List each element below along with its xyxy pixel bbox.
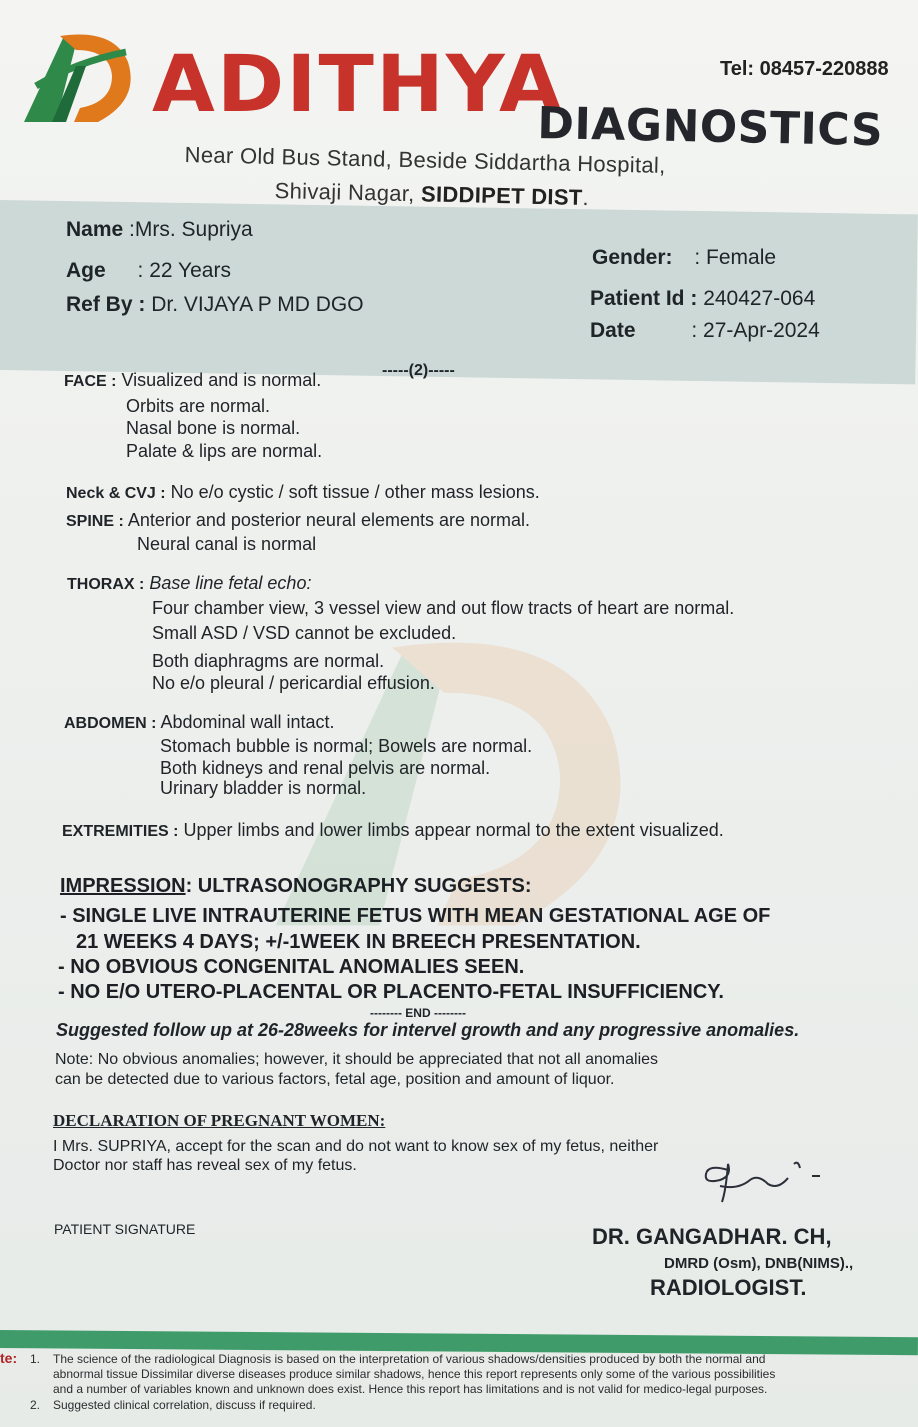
abdomen-section bbox=[64, 712, 335, 733]
declaration-line-2: Doctor nor staff has reveal sex of my fetus. bbox=[53, 1157, 357, 1174]
extremities-text: Upper limbs and lower limbs appear normal to the extent visualized. bbox=[183, 820, 724, 840]
doctor-name: DR. GANGADHAR. CH, bbox=[592, 1224, 832, 1249]
abdomen-line: Both kidneys and renal pelvis are normal. bbox=[160, 758, 491, 778]
doctor-degrees: DMRD (Osm), DNB(NIMS)., bbox=[664, 1255, 854, 1272]
thorax-line: Base line fetal echo: bbox=[149, 573, 312, 593]
face-line: Palate & lips are normal. bbox=[126, 441, 323, 461]
patient-signature-label: PATIENT SIGNATURE bbox=[54, 1221, 196, 1237]
abdomen-label: ABDOMEN : bbox=[64, 715, 157, 732]
gender-label: Gender: bbox=[592, 246, 673, 269]
extremities-label: EXTREMITIES : bbox=[62, 823, 179, 840]
thorax-label: THORAX : bbox=[67, 576, 145, 593]
footer-note-line: and a number of variables known and unknown does exist. Hence this report has limitations and is not valid for medico-legal purposes. bbox=[53, 1382, 768, 1396]
follow-up-suggestion: Suggested follow up at 26-28weeks for intervel growth and any progressive anomalies. bbox=[56, 1020, 800, 1040]
declaration-line-1: I Mrs. SUPRIYA, accept for the scan and do not want to know sex of my fetus, neither bbox=[53, 1138, 659, 1155]
neck-label: Neck & CVJ : bbox=[66, 485, 166, 502]
extremities-section bbox=[62, 820, 724, 841]
footer-note-line: The science of the radiological Diagnosis is based on the interpretation of various shadows/densities produced by both the normal and bbox=[53, 1352, 766, 1366]
thorax-section bbox=[67, 573, 311, 594]
end-marker: -------- END -------- bbox=[370, 1006, 466, 1020]
page-marker: -----(2)----- bbox=[382, 362, 455, 379]
ref-by-label: Ref By : bbox=[66, 293, 146, 316]
note-line-2: can be detected due to various factors, fetal age, position and amount of liquor. bbox=[55, 1071, 615, 1088]
impression-heading bbox=[60, 875, 532, 898]
doctor-signature-icon bbox=[698, 1150, 838, 1210]
impression-line: - SINGLE LIVE INTRAUTERINE FETUS WITH MEAN GESTATIONAL AGE OF bbox=[60, 905, 771, 927]
thorax-line: Both diaphragms are normal. bbox=[152, 651, 385, 671]
neck-text: No e/o cystic / soft tissue / other mass lesions. bbox=[170, 482, 540, 502]
spine-section bbox=[66, 510, 530, 531]
face-line: Orbits are normal. bbox=[126, 396, 271, 416]
footer-item-number: 2. bbox=[30, 1398, 41, 1412]
spine-label: SPINE : bbox=[66, 513, 124, 530]
note-line-1: Note: No obvious anomalies; however, it should be appreciated that not all anomalies bbox=[55, 1051, 659, 1068]
brand-name: ADITHYA bbox=[152, 40, 564, 130]
impression-heading-rest: : ULTRASONOGRAPHY SUGGESTS: bbox=[185, 875, 532, 897]
brand-subtitle: DIAGNOSTICS bbox=[536, 98, 884, 157]
spine-line: Anterior and posterior neural elements are normal. bbox=[127, 510, 531, 530]
abdomen-line: Stomach bubble is normal; Bowels are normal. bbox=[160, 736, 533, 756]
adithya-logo-icon bbox=[16, 22, 146, 132]
patient-id-row bbox=[590, 287, 815, 311]
footer-note-line: abnormal tissue Dissimilar diverse diseases produce similar shadows, hence this report represents only some of the various possibilities bbox=[53, 1367, 776, 1381]
footer-label: te: bbox=[0, 1350, 18, 1366]
name-label: Name bbox=[66, 218, 124, 241]
address-line-2-prefix: Shivaji Nagar, bbox=[274, 178, 422, 207]
face-line: Visualized and is normal. bbox=[121, 370, 322, 390]
thorax-line: Four chamber view, 3 vessel view and out flow tracts of heart are normal. bbox=[152, 598, 735, 618]
spine-line: Neural canal is normal bbox=[137, 534, 317, 554]
face-label: FACE : bbox=[64, 373, 117, 390]
footer-note-line: Suggested clinical correlation, discuss if required. bbox=[53, 1398, 316, 1412]
neck-section bbox=[66, 482, 540, 503]
patient-id-value: 240427-064 bbox=[703, 287, 816, 310]
address-line-2-suffix: . bbox=[582, 184, 590, 211]
abdomen-line: Abdominal wall intact. bbox=[160, 712, 335, 732]
patient-age-row bbox=[66, 259, 231, 283]
footer-item-number: 1. bbox=[30, 1352, 41, 1366]
ref-by-row bbox=[66, 293, 364, 317]
impression-line: - NO OBVIOUS CONGENITAL ANOMALIES SEEN. bbox=[58, 956, 525, 978]
age-label: Age bbox=[66, 259, 106, 282]
date-value: : 27-Apr-2024 bbox=[691, 319, 820, 342]
address-district: SIDDIPET DIST bbox=[420, 181, 583, 210]
abdomen-line: Urinary bladder is normal. bbox=[160, 778, 367, 798]
address-line-1: Near Old Bus Stand, Beside Siddartha Hospital, bbox=[184, 142, 666, 178]
thorax-line: No e/o pleural / pericardial effusion. bbox=[152, 673, 435, 693]
gender-value: : Female bbox=[694, 246, 777, 269]
face-section bbox=[64, 370, 321, 391]
ref-by-value: Dr. VIJAYA P MD DGO bbox=[151, 293, 364, 316]
gender-row bbox=[592, 246, 776, 270]
declaration-title: DECLARATION OF PREGNANT WOMEN: bbox=[53, 1111, 386, 1130]
date-row bbox=[590, 319, 820, 343]
face-line: Nasal bone is normal. bbox=[126, 418, 301, 438]
telephone: Tel: 08457-220888 bbox=[720, 58, 889, 80]
impression-line: 21 WEEKS 4 DAYS; +/-1WEEK IN BREECH PRESENTATION. bbox=[76, 931, 641, 953]
thorax-line: Small ASD / VSD cannot be excluded. bbox=[152, 623, 457, 643]
date-label: Date bbox=[590, 319, 636, 342]
name-value: :Mrs. Supriya bbox=[129, 218, 253, 241]
impression-line: - NO E/O UTERO-PLACENTAL OR PLACENTO-FETAL INSUFFICIENCY. bbox=[58, 981, 724, 1003]
doctor-title: RADIOLOGIST. bbox=[650, 1275, 807, 1300]
impression-label: IMPRESSION bbox=[60, 875, 186, 897]
patient-name-row bbox=[66, 218, 253, 242]
age-value: : 22 Years bbox=[137, 259, 231, 282]
patient-id-label: Patient Id : bbox=[590, 287, 698, 310]
